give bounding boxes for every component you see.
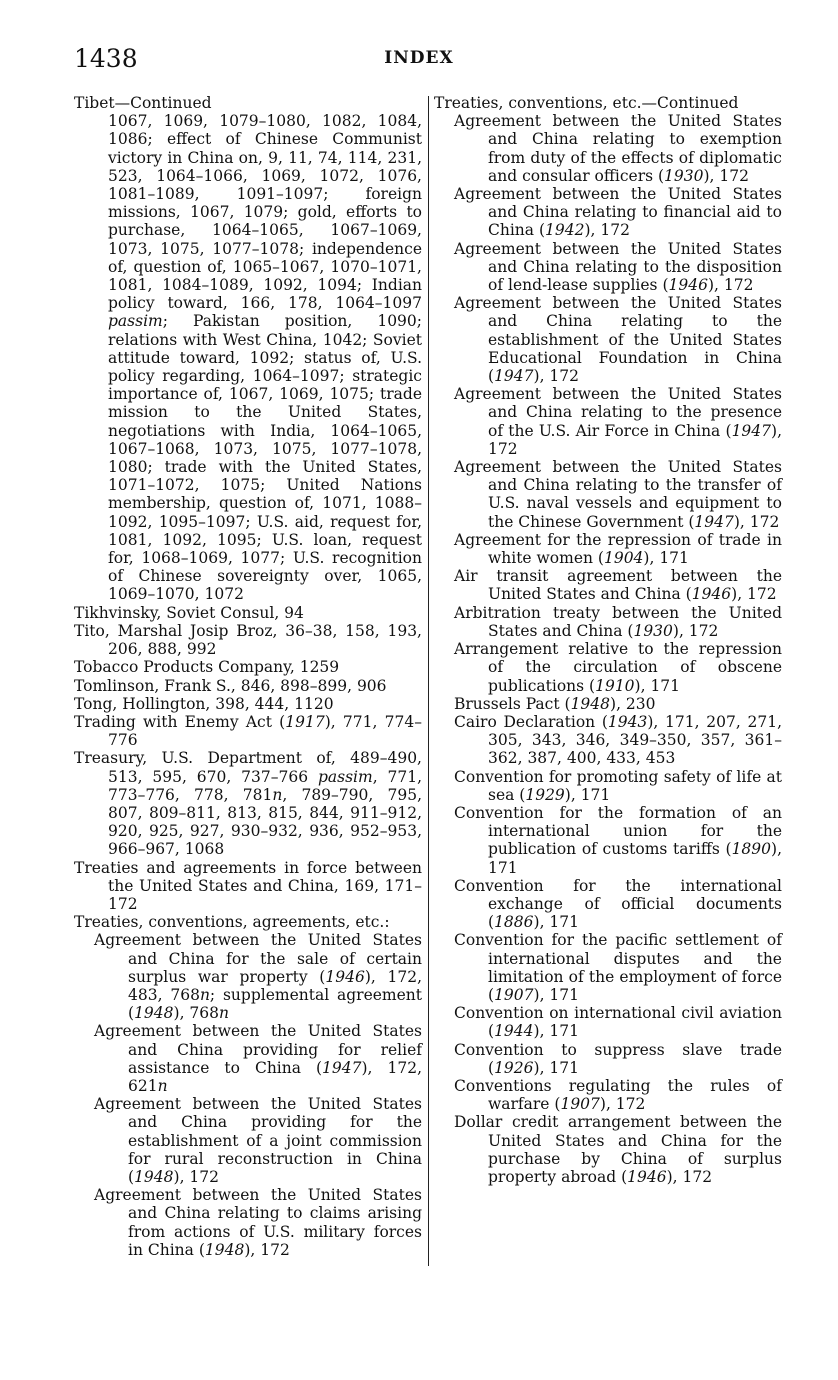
index-entry: Agreement between the United States and China relating to the transfer of U.S. naval vessels and equipment to the Chinese Government (1947), 172 — [454, 458, 782, 531]
index-entry: Convention to suppress slave trade (1926), 171 — [454, 1040, 782, 1077]
index-entry: Agreement between the United States and China providing for the establishment of a joint commission for rural reconstruction in China (1948), 172 — [94, 1095, 422, 1186]
index-entry: Agreement between the United States and China for the sale of certain surplus war property (1946), 172, 483, 768n; supplemental agreement (1948), 768n — [94, 931, 422, 1023]
index-column-right — [434, 94, 782, 1186]
index-entry: Agreement between the United States and China relating to exemption from duty of the effects of diplomatic and consular officers (1930), 172 — [454, 112, 782, 185]
continued-heading: Treaties, conventions, etc.—Continued — [434, 94, 739, 112]
index-entry: Agreement for the repression of trade in white women (1904), 171 — [454, 530, 782, 568]
index-entry: Tong, Hollington, 398, 444, 1120 — [74, 694, 334, 713]
index-entry: Agreement between the United States and China relating to financial aid to China (1942), 172 — [454, 185, 782, 240]
index-entry: Convention for promoting safety of life at sea (1929), 171 — [454, 767, 782, 804]
index-entry: Convention on international civil aviation (1944), 171 — [454, 1004, 782, 1041]
index-entry: Tobacco Products Company, 1259 — [74, 658, 340, 677]
index-entry: Agreement between the United States and China relating to the disposition of lend-lease supplies (1946), 172 — [454, 239, 782, 295]
index-entry: Treaties and agreements in force between the United States and China, 169, 171–172 — [74, 858, 422, 913]
index-column-left — [74, 94, 422, 1259]
continued-heading: Tibet—Continued — [74, 94, 212, 112]
index-entry: Tito, Marshal Josip Broz, 36–38, 158, 193, 206, 888, 992 — [74, 621, 422, 659]
index-entry: Treasury, U.S. Department of, 489–490, 513, 595, 670, 737–766 passim, 771, 773–776, 778, 781n, 789–790, 795, 807, 809–811, 813, 815, 844, 911–912, 920, 925, 927, 930–932, 936, 952–953, 966–967, 1068 — [74, 749, 423, 859]
index-entry: Arrangement relative to the repression of the circulation of obscene publications (1910), 171 — [454, 640, 782, 695]
index-entry: Tikhvinsky, Soviet Consul, 94 — [74, 603, 304, 622]
index-entry: Cairo Declaration (1943), 171, 207, 271, 305, 343, 346, 349–350, 357, 361–362, 387, 400, 433, 453 — [454, 712, 782, 768]
index-entry: Convention for the pacific settlement of international disputes and the limitation of the employment of force (1907), 171 — [454, 931, 782, 1004]
index-entry: Agreement between the United States and China providing for relief assistance to China (1947), 172, 621n — [94, 1022, 422, 1095]
column-divider — [428, 96, 429, 1266]
page-number: 1438 — [74, 44, 138, 73]
index-entry: Convention for the formation of an international union for the publication of customs tariffs (1890), 171 — [454, 803, 782, 877]
index-entry: Convention for the international exchange of official documents (1886), 171 — [454, 876, 782, 932]
index-entry: Dollar credit arrangement between the United States and China for the purchase by China of surplus property abroad (1946), 172 — [454, 1113, 782, 1186]
index-entry: Air transit agreement between the United States and China (1946), 172 — [454, 567, 782, 604]
index-entry: Conventions regulating the rules of warfare (1907), 172 — [454, 1076, 782, 1114]
index-entry: 1067, 1069, 1079–1080, 1082, 1084, 1086; effect of Chinese Communist victory in China on, 9, 11, 74, 114, 231, 523, 1064–1066, 1069, 1072, 1076, 1081–1089, 1091–1097; foreign missions, 1067, 1079; gold, efforts to purchase, 1064–1065, 1067–1069, 1073, 1075, 1077–1078; independence of, question of, 1065–1067, 1070–1071, 1081, 1084–1089, 1092, 1094; Indian policy toward, 166, 178, 1064–1097 passim; Pakistan position, 1090; relations with West China, 1042; Soviet attitude toward, 1092; status of, U.S. policy regarding, 1064–1097; strategic importance of, 1067, 1069, 1075; trade mission to the United States, negotiations with India, 1064–1065, 1067–1068, 1073, 1075, 1077–1078, 1080; trade with the United States, 1071–1072, 1075; United Nations membership, question of, 1071, 1088–1092, 1095–1097; U.S. aid, request for, 1081, 1092, 1095; U.S. loan, request for, 1068–1069, 1077; U.S. recognition of Chinese sovereignty over, 1065, 1069–1070, 1072 — [108, 112, 422, 604]
index-entry: Treaties, conventions, agreements, etc.: — [74, 913, 390, 932]
index-entry: Arbitration treaty between the United States and China (1930), 172 — [454, 603, 782, 640]
running-head: INDEX — [384, 48, 454, 68]
index-entry: Tomlinson, Frank S., 846, 898–899, 906 — [74, 676, 387, 695]
index-entry: Agreement between the United States and China relating to the establishment of the United States Educational Foundation in China (1947), 172 — [454, 294, 782, 386]
index-entry: Agreement between the United States and China relating to claims arising from actions of U.S. military forces in China (1948), 172 — [94, 1186, 422, 1259]
index-entry: Agreement between the United States and China relating to the presence of the U.S. Air Force in China (1947), 172 — [454, 385, 782, 458]
index-entry: Brussels Pact (1948), 230 — [454, 694, 656, 713]
index-entry: Trading with Enemy Act (1917), 771, 774–776 — [74, 712, 422, 750]
